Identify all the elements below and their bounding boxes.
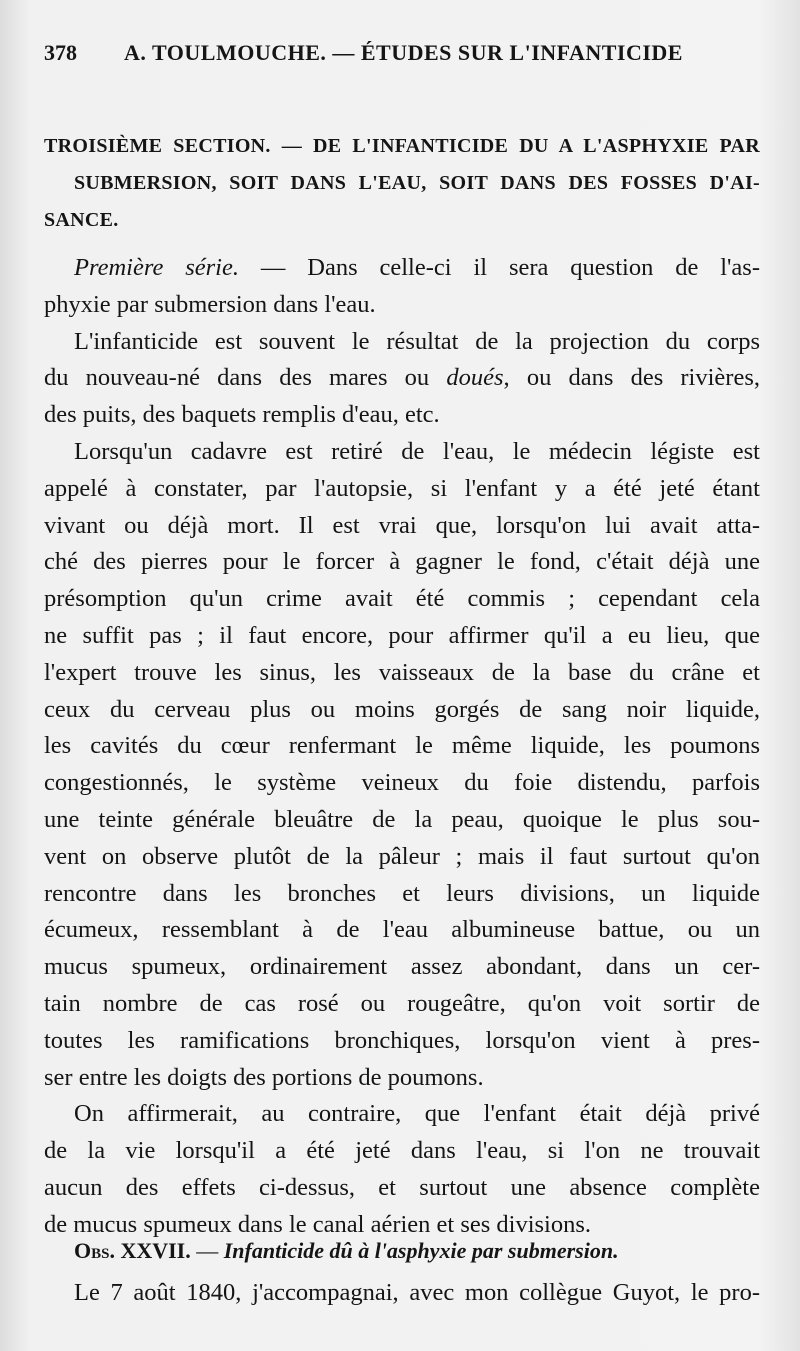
section-heading-line: SUBMERSION, SOIT DANS L'EAU, SOIT DANS DES FOSSES D'AI- <box>74 172 760 194</box>
body-line: On affirmerait, au contraire, que l'enfant était déjà privé <box>74 1100 760 1128</box>
body-line-text: — Dans celle-ci il sera question de l'as- <box>238 254 760 281</box>
italic-word: doués <box>446 364 504 392</box>
body-line: ser entre les doigts des portions de poumons. <box>44 1063 484 1091</box>
body-line: de mucus spumeux dans le canal aérien et ses divisions. <box>44 1210 592 1238</box>
observation-dash: — <box>190 1238 224 1263</box>
body-line: ché des pierres pour le forcer à gagner le fond, c'était déjà une <box>44 548 760 576</box>
body-line <box>44 250 760 287</box>
body-line: écumeux, ressemblant à de l'eau albumineuse battue, ou un <box>44 916 760 944</box>
observation-heading <box>74 1238 619 1264</box>
body-line: aucun des effets ci-dessus, et surtout une absence complète <box>44 1173 760 1201</box>
body-line: l'expert trouve les sinus, les vaisseaux de la base du crâne et <box>44 658 760 686</box>
body-line <box>44 360 760 397</box>
section-heading <box>44 128 760 239</box>
body-line: appelé à constater, par l'autopsie, si l'enfant y a été jeté étant <box>44 474 760 502</box>
body-line: des puits, des baquets remplis d'eau, etc. <box>44 401 440 429</box>
body-line: Le 7 août 1840, j'accompagnai, avec mon collègue Guyot, le pro- <box>74 1279 760 1306</box>
body-line: vivant ou déjà mort. Il est vrai que, lorsqu'on lui avait atta- <box>44 511 760 539</box>
body-line-text: , ou dans des rivières, <box>503 364 760 392</box>
body-line: congestionnés, le système veineux du foie distendu, parfois <box>44 769 760 797</box>
body-text <box>44 250 760 1244</box>
section-heading-line: TROISIÈME SECTION. — DE L'INFANTICIDE DU A L'ASPHYXIE PAR <box>44 135 760 157</box>
body-line: ne suffit pas ; il faut encore, pour affirmer qu'il a eu lieu, que <box>44 621 760 649</box>
body-line: rencontre dans les bronches et leurs divisions, un liquide <box>44 879 760 907</box>
section-heading-line: SANCE. <box>44 209 119 231</box>
body-line: de la vie lorsqu'il a été jeté dans l'eau, si l'on ne trouvait <box>44 1137 760 1165</box>
page-header <box>44 40 683 66</box>
page-number: 378 <box>44 40 77 65</box>
observation-label: Obs. XXVII. <box>74 1238 191 1263</box>
body-line: présomption qu'un crime avait été commis ; cependant cela <box>44 585 760 613</box>
body-line: tain nombre de cas rosé ou rougeâtre, qu'on voit sortir de <box>44 989 760 1017</box>
body-line: L'infanticide est souvent le résultat de la projection du corps <box>74 327 760 355</box>
final-line <box>44 1275 760 1311</box>
body-line: mucus spumeux, ordinairement assez abondant, dans un cer- <box>44 953 760 981</box>
serie-label: Première série. <box>74 254 239 281</box>
running-title: A. TOULMOUCHE. — ÉTUDES SUR L'INFANTICIDE <box>124 40 683 65</box>
body-line: une teinte générale bleuâtre de la peau, quoique le plus sou- <box>44 805 760 833</box>
body-line: ceux du cerveau plus ou moins gorgés de sang noir liquide, <box>44 695 760 723</box>
body-line-text: du nouveau-né dans des mares ou <box>44 364 447 392</box>
body-line: vent on observe plutôt de la pâleur ; mais il faut surtout qu'on <box>44 842 760 870</box>
body-line: phyxie par submersion dans l'eau. <box>44 290 376 318</box>
body-line: les cavités du cœur renfermant le même liquide, les poumons <box>44 732 760 760</box>
body-line: toutes les ramifications bronchiques, lorsqu'on vient à pres- <box>44 1026 760 1054</box>
observation-title: Infanticide dû à l'asphyxie par submersion. <box>223 1238 619 1263</box>
body-line: Lorsqu'un cadavre est retiré de l'eau, le médecin légiste est <box>74 437 760 465</box>
